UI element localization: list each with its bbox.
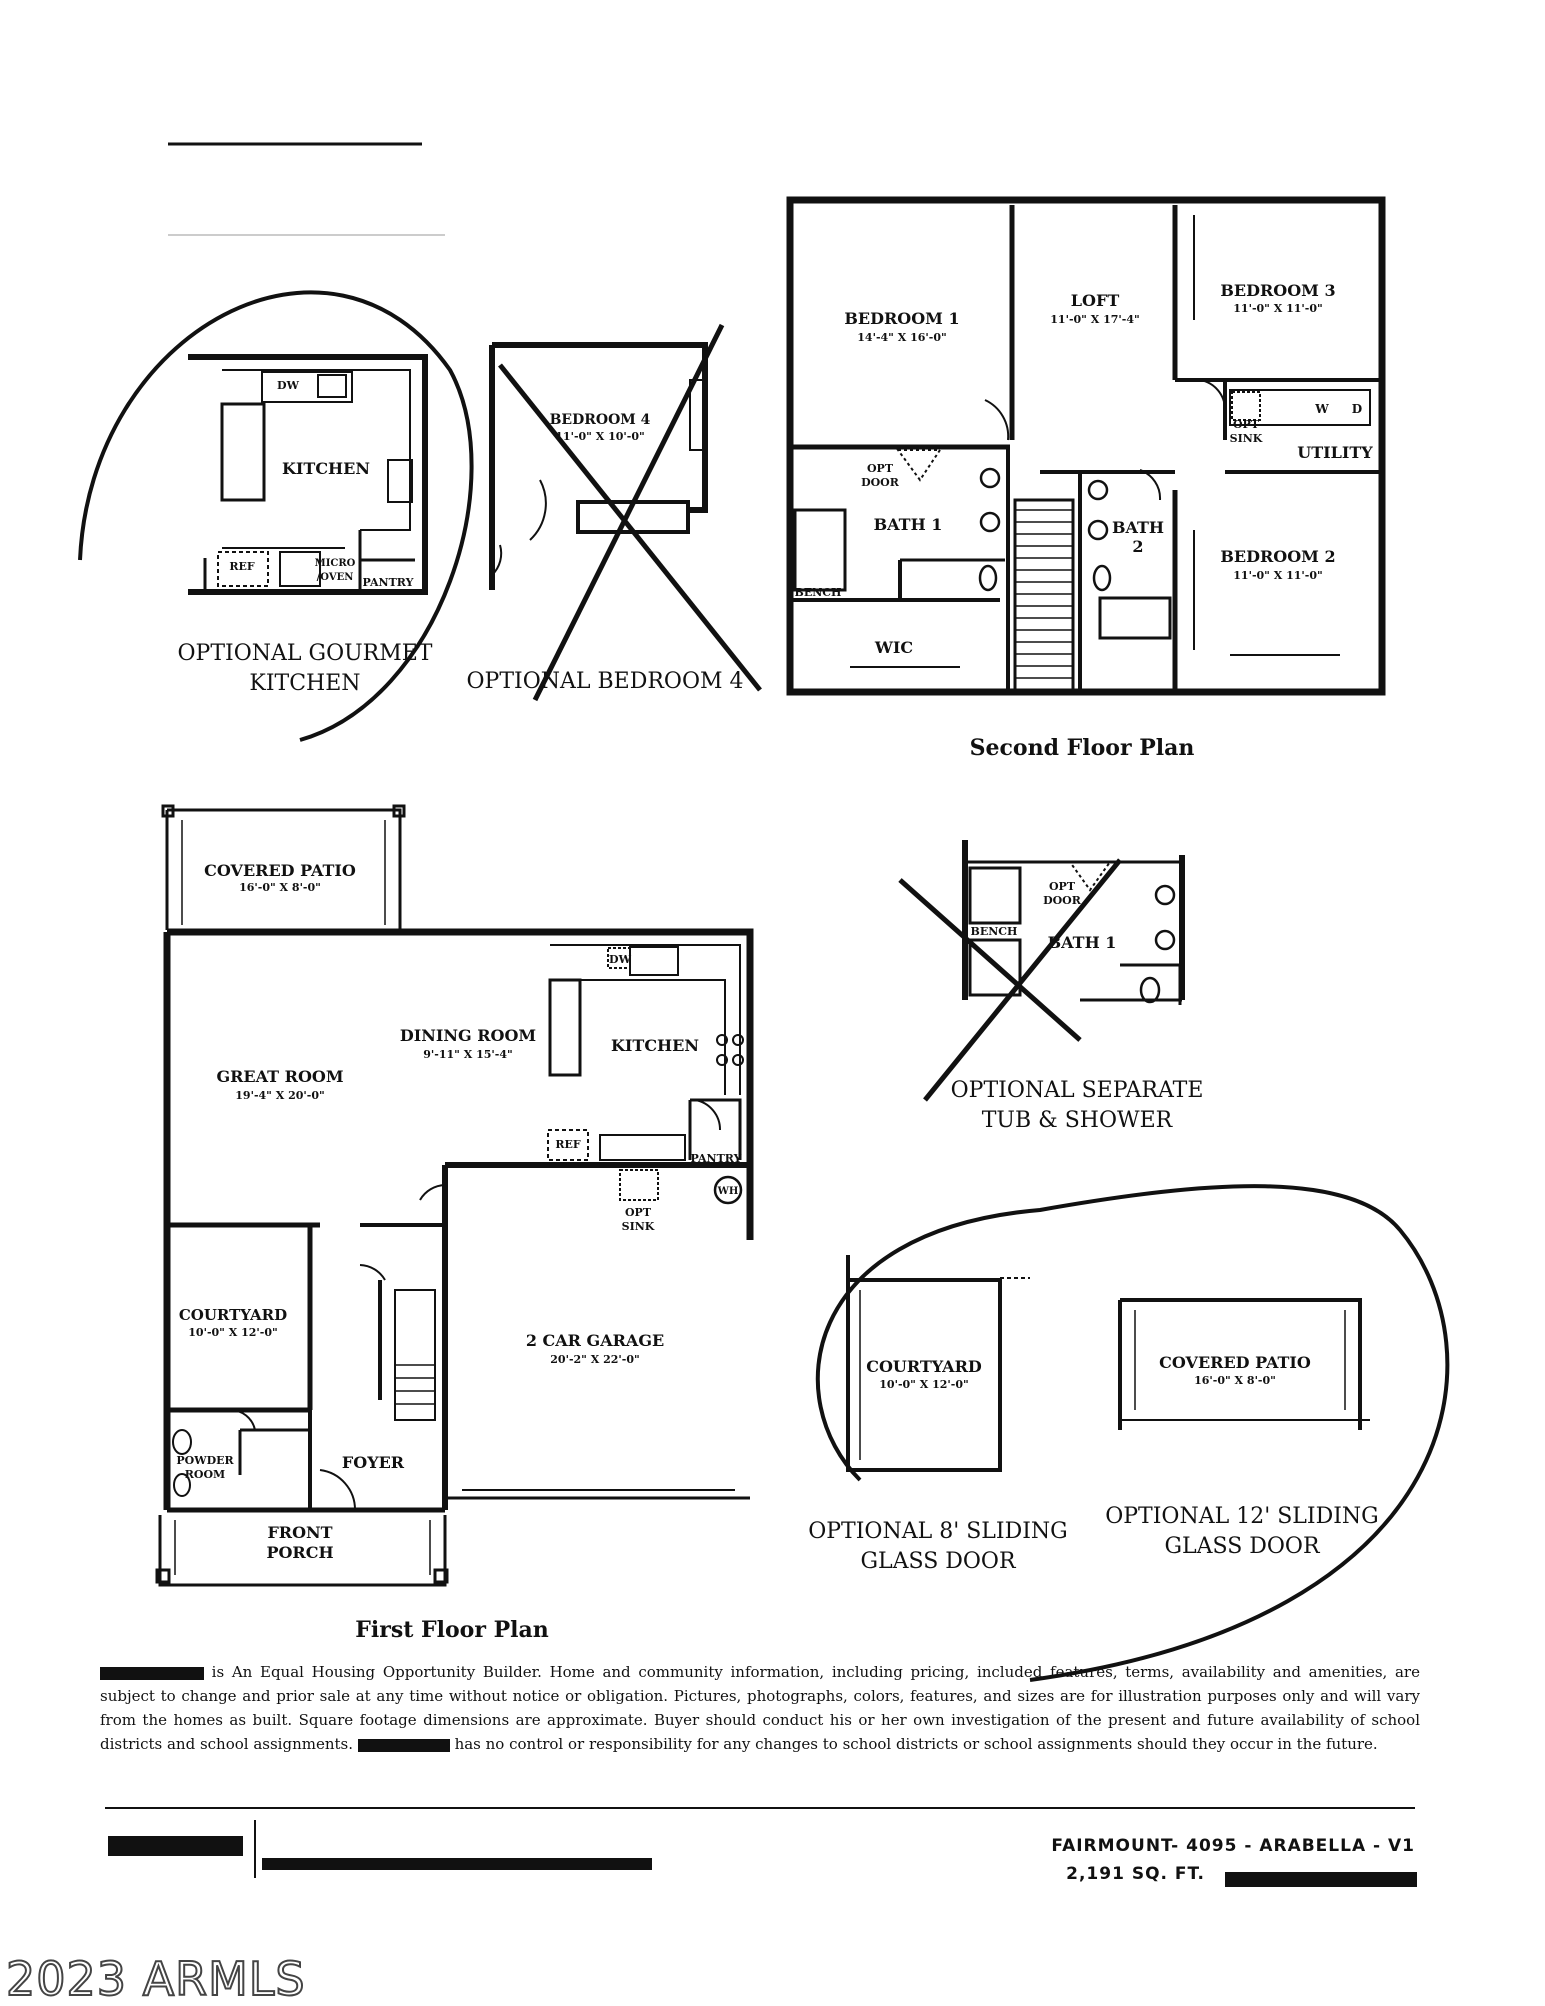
sf-bedroom2-label: BEDROOM 2 [1220, 547, 1336, 566]
ff-garage-dims: 20'-2" X 22'-0" [550, 1353, 640, 1366]
sliding12-room-dims: 16'-0" X 8'-0" [1194, 1374, 1276, 1387]
ff-front-porch-label-2: PORCH [266, 1543, 334, 1562]
sliding8-caption-line2: GLASS DOOR [860, 1549, 1016, 1574]
gourmet-micro-label: MICRO [314, 558, 356, 569]
ff-opt-sink-label-2: SINK [621, 1220, 655, 1233]
footer-logo-redaction [108, 1836, 243, 1856]
sf-bedroom3-label: BEDROOM 3 [1220, 281, 1336, 300]
ff-great-room-dims: 19'-4" X 20'-0" [235, 1089, 325, 1102]
ff-covered-patio-dims: 16'-0" X 8'-0" [239, 881, 321, 894]
gourmet-ref-label: REF [229, 560, 255, 573]
footer-address-redaction [262, 1858, 652, 1870]
plan-name: FAIRMOUNT- 4095 - ARABELLA - V1 [1051, 1836, 1415, 1856]
footer-site-redaction [1225, 1872, 1417, 1887]
ff-front-porch-label-1: FRONT [267, 1523, 333, 1542]
watermark: 2023 ARMLS [6, 1952, 306, 2006]
sf-loft-dims: 11'-0" X 17'-4" [1050, 313, 1140, 326]
sf-bath2-label-a: BATH [1111, 518, 1165, 537]
sf-bedroom3-dims: 11'-0" X 11'-0" [1233, 302, 1323, 315]
sf-washer-label: W [1315, 402, 1329, 416]
sf-opt-door-label-2: DOOR [861, 476, 899, 489]
gourmet-kitchen-label: KITCHEN [282, 459, 370, 478]
sliding12-caption-line2: GLASS DOOR [1164, 1534, 1320, 1559]
ff-covered-patio-label: COVERED PATIO [204, 861, 356, 880]
sf-bath2-label-b: 2 [1132, 537, 1144, 556]
ff-kitchen-label: KITCHEN [611, 1036, 699, 1055]
sf-opt-sink-label-1: OPT [1232, 418, 1260, 431]
ff-dw-label: DW [609, 953, 631, 966]
gourmet-pantry-label: PANTRY [362, 576, 414, 589]
ff-garage-label: 2 CAR GARAGE [525, 1331, 665, 1350]
sf-opt-sink-label-2: SINK [1229, 432, 1263, 445]
bedroom4-dims: 11'-0" X 10'-0" [555, 430, 645, 443]
bedroom4-caption: OPTIONAL BEDROOM 4 [466, 669, 744, 694]
ff-pantry-label: PANTRY [690, 1152, 742, 1165]
disclaimer-part1: is An Equal Housing Opportunity Builder. Home and community information, including pricing, included features, terms, availability and amenities, are subject to change and prior sale at any time without notice or obligation. Pictures, photographs, colors, features, and sizes are for illustration purposes only and will vary from the homes as built. Square footage dimensions are approximate. Buyer should conduct his or her own investigation of the present and future availability of school districts and school assignments. [100, 1663, 1420, 1753]
ff-dining-room-label: DINING ROOM [399, 1026, 537, 1045]
gourmet-caption-line1: OPTIONAL GOURMET [177, 641, 433, 666]
header-redaction [168, 144, 445, 235]
sliding8-room-label: COURTYARD [866, 1357, 982, 1376]
ff-opt-sink-label-1: OPT [624, 1206, 652, 1219]
tub-opt-door-label-1: OPT [1048, 880, 1076, 893]
ff-courtyard-label: COURTYARD [178, 1306, 288, 1324]
sliding12-caption-line1: OPTIONAL 12' SLIDING [1105, 1504, 1379, 1529]
first-floor-title: First Floor Plan [355, 1617, 549, 1643]
sf-dryer-label: D [1351, 402, 1363, 416]
sf-bench-label: BENCH [794, 586, 842, 599]
ff-powder-label-1: POWDER [176, 1454, 234, 1467]
square-footage: 2,191 SQ. FT. [1066, 1864, 1205, 1884]
ff-foyer-label: FOYER [341, 1453, 405, 1472]
tub-opt-door-label-2: DOOR [1043, 894, 1081, 907]
ff-great-room-label: GREAT ROOM [216, 1067, 344, 1086]
ff-water-heater-label: WH [717, 1186, 739, 1197]
optional-separate-tub [900, 840, 1182, 1100]
disclaimer-part2: has no control or responsibility for any changes to school districts or school assignments should they occur in the future. [454, 1735, 1378, 1753]
builder-name-redaction-2 [358, 1739, 450, 1752]
sf-wic-label: WIC [874, 638, 914, 657]
sliding12-room-label: COVERED PATIO [1159, 1353, 1311, 1372]
gourmet-oven-label: /OVEN [316, 572, 354, 583]
sf-opt-door-label-1: OPT [866, 462, 894, 475]
sf-loft-label: LOFT [1070, 291, 1120, 310]
sliding8-room-dims: 10'-0" X 12'-0" [879, 1378, 969, 1391]
second-floor-plan [790, 200, 1382, 692]
sf-bedroom1-dims: 14'-4" X 16'-0" [857, 331, 947, 344]
sf-bedroom1-label: BEDROOM 1 [844, 309, 960, 328]
gourmet-dw-label: DW [277, 379, 299, 392]
bedroom4-label: BEDROOM 4 [549, 412, 651, 428]
gourmet-caption-line2: KITCHEN [249, 671, 361, 696]
tub-bath1-label: BATH 1 [1047, 933, 1117, 952]
ff-powder-label-2: ROOM [184, 1468, 226, 1481]
tub-caption-line1: OPTIONAL SEPARATE [950, 1078, 1204, 1103]
second-floor-title: Second Floor Plan [969, 735, 1195, 761]
sf-bath1-label: BATH 1 [873, 515, 943, 534]
first-floor-plan [157, 806, 750, 1585]
optional-bedroom4 [492, 325, 760, 700]
disclaimer-text [100, 1660, 1420, 1756]
sf-bedroom2-dims: 11'-0" X 11'-0" [1233, 569, 1323, 582]
optional-sliding-doors [818, 1186, 1448, 1680]
tub-bench-label: BENCH [970, 925, 1018, 938]
sf-utility-label: UTILITY [1297, 443, 1373, 462]
builder-name-redaction [100, 1667, 204, 1680]
ff-courtyard-dims: 10'-0" X 12'-0" [188, 1326, 278, 1339]
ff-dining-room-dims: 9'-11" X 15'-4" [423, 1048, 513, 1061]
ff-ref-label: REF [555, 1138, 581, 1151]
sliding8-caption-line1: OPTIONAL 8' SLIDING [808, 1519, 1068, 1544]
tub-caption-line2: TUB & SHOWER [981, 1108, 1173, 1133]
